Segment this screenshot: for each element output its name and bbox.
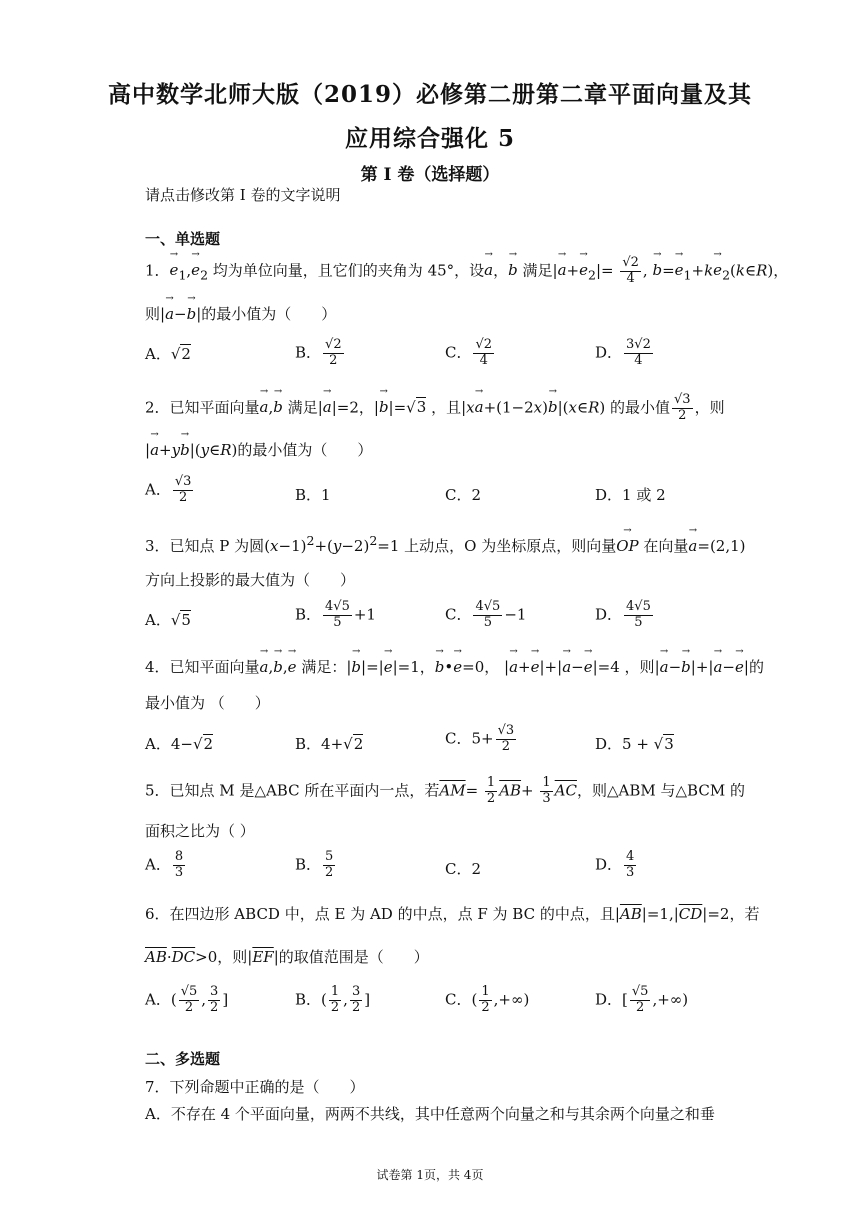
q1-option-b[interactable]: B． $\frac{√2}{2}$ xyxy=(295,337,342,368)
q4-option-a[interactable]: A．4−√2 xyxy=(145,735,214,753)
question-5-stem-2: 面积之比为（ ） xyxy=(145,822,255,840)
q6-option-a[interactable]: A．( $\frac{√5}{2}$ , $\frac{3}{2}$ ] xyxy=(145,984,229,1015)
q7-option-a[interactable]: A．不存在 4 个平面向量，两两不共线，其中任意两个向量之和与其余两个向量之和垂 xyxy=(145,1105,715,1123)
volume-instruction[interactable]: 请点击修改第 I 卷的文字说明 xyxy=(145,186,341,204)
volume-heading: 第 I 卷（选择题） xyxy=(360,165,500,185)
q5-option-b[interactable]: B． $\frac{5}{2}$ xyxy=(295,849,334,880)
q3-option-a[interactable]: A．√5 xyxy=(145,611,191,629)
q5-option-c[interactable]: C．2 xyxy=(445,860,482,878)
q4-option-b[interactable]: B．4+√2 xyxy=(295,735,364,753)
q4-option-c[interactable]: C．5+ $\frac{√3}{2}$ xyxy=(445,723,515,754)
q1-option-a[interactable]: A．√2 xyxy=(145,345,191,363)
question-2-stem: 2．已知平面向量→ a,→ b 满足|→ a|=2，|→ b|=√3 ，且|x→ a+(1−2x)→ b|(x∈R) 的最小值 $\frac{√3}{2}$ ，则 xyxy=(145,393,725,424)
q3-option-d[interactable]: D． $\frac{4√5}{5}$ xyxy=(595,599,651,630)
page-footer: 试卷第 1页，共 4页 xyxy=(376,1168,484,1182)
question-3-stem: 3．已知点 P 为圆$(x-1)^2+(y-2)^2=1$ 上动点，O 为坐标原点，则向量→ OP 在向量→ a=(2,1) xyxy=(145,533,746,556)
q2-option-c[interactable]: C．2 xyxy=(445,486,482,504)
q4-option-d[interactable]: D．5 + √3 xyxy=(595,735,674,753)
q5-option-a[interactable]: A． $\frac{8}{3}$ xyxy=(145,849,184,880)
q1-option-d[interactable]: D． $\frac{3√2}{4}$ xyxy=(595,337,651,368)
question-4-stem: 4．已知平面向量→ a,→ b,→ e 满足：|→ b|=|→ e|=1，→ b•→ e=0， |→ a+→ e|+|→ a−→ e|=4 ，则|→ a−→ b|+|→ a−→ e|的 xyxy=(145,656,764,677)
question-6-stem: 6．在四边形 ABCD 中，点 E 为 AD 的中点，点 F 为 BC 的中点，且$|\overline{AB}|=1,|\overline{CD}|=2$，若 xyxy=(145,905,760,923)
q2-option-d[interactable]: D．1 或 2 xyxy=(595,486,666,504)
q6-option-d[interactable]: D．[ $\frac{√5}{2}$ ,+∞) xyxy=(595,984,689,1015)
q3-option-c[interactable]: C． $\frac{4√5}{5}$ −1 xyxy=(445,599,527,630)
question-5-stem: 5．已知点 M 是△ABC 所在平面内一点，若$\overline{AM}=$ $\frac{1}{2}$ $\overline{AB}+$ $\frac{1}{3}$ $\overline{AC}$，则△ABM 与△BCM 的 xyxy=(145,775,745,806)
question-3-stem-2: 方向上投影的最大值为（ ） xyxy=(145,571,356,589)
q1-option-c[interactable]: C． $\frac{√2}{4}$ xyxy=(445,337,493,368)
q6-option-c[interactable]: C．( $\frac{1}{2}$ ,+∞) xyxy=(445,984,530,1015)
question-6-stem-2: $\overline{AB}\cdot\overline{DC}>0$，则$|\overline{EF}|$的取值范围是（ ） xyxy=(145,948,429,966)
exam-title-line2: 应用综合强化 5 xyxy=(344,125,515,152)
section-single-choice: 一、单选题 xyxy=(145,230,221,248)
q3-option-b[interactable]: B． $\frac{4√5}{5}$ +1 xyxy=(295,599,376,630)
exam-title-line1: 高中数学北师大版（2019）必修第二册第二章平面向量及其 xyxy=(107,81,752,108)
question-7-stem: 7．下列命题中正确的是（ ） xyxy=(145,1078,365,1096)
question-2-stem-2: |→ a+y→ b|(y∈R)的最小值为（ ） xyxy=(145,439,372,460)
question-1-stem: 1．→ $e_1,\to e_2$ 均为单位向量，且它们的夹角为 45°，设→ a，→ b 满足|→ $a+\to e_2|=$ $\frac{√2}{4}$ , → $b=\to e_1+k\to$ $e_2(k\in R)$， xyxy=(145,256,788,287)
question-1-stem-2: 则|→ a−→ b|的最小值为（ ） xyxy=(145,303,336,324)
section-multi-choice: 二、多选题 xyxy=(145,1050,221,1068)
q6-option-b[interactable]: B．( $\frac{1}{2}$ , $\frac{3}{2}$ ] xyxy=(295,984,371,1015)
q5-option-d[interactable]: D． $\frac{4}{3}$ xyxy=(595,849,635,880)
question-4-stem-2: 最小值为 （ ） xyxy=(145,694,270,712)
q2-option-b[interactable]: B．1 xyxy=(295,486,331,504)
q2-option-a[interactable]: A． $\frac{√3}{2}$ xyxy=(145,474,192,505)
